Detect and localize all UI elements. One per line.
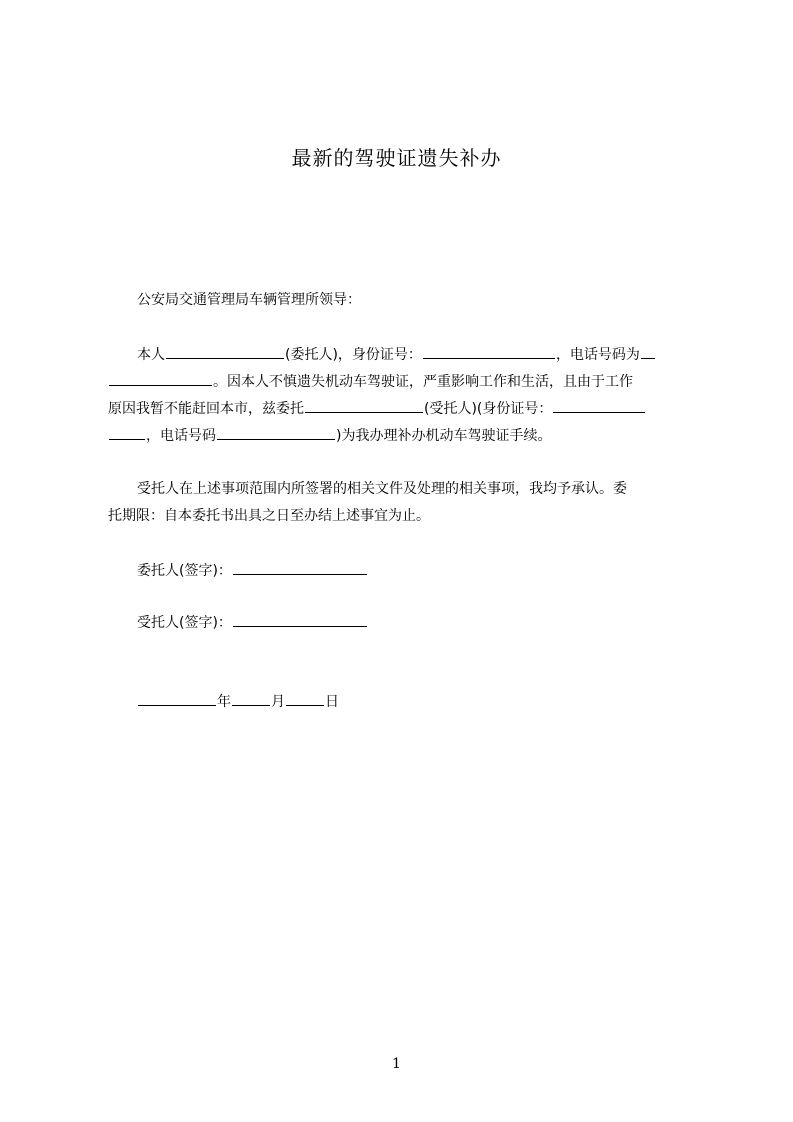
- salutation: 公安局交通管理局车辆管理所领导：: [137, 292, 361, 308]
- para1-line1: [137, 346, 656, 363]
- text-agent-phone-label: ，电话号码: [146, 428, 216, 444]
- text-entrust: 原因我暂不能赶回本市，兹委托: [108, 401, 304, 417]
- blank-agent-id-end: [109, 427, 145, 440]
- text-reason: 。因本人不慎遗失机动车驾驶证，严重影响工作和生活，且由于工作: [213, 374, 633, 390]
- para1-line3: [108, 400, 646, 417]
- blank-year: [138, 693, 216, 706]
- blank-agent-signature: [233, 614, 367, 627]
- document-title: 最新的驾驶证遗失补办: [291, 146, 502, 170]
- para1-line4: [108, 427, 551, 444]
- month-label: 月: [271, 694, 285, 710]
- blank-agent-phone: [217, 427, 335, 440]
- principal-signature: [137, 562, 368, 579]
- principal-signature-label: 委托人(签字)：: [137, 563, 232, 579]
- blank-phone-start: [641, 346, 655, 359]
- page-number: 1: [392, 1056, 401, 1072]
- text-agent-id-label: (受托人)(身份证号：: [424, 401, 553, 417]
- blank-agent-name: [305, 400, 423, 413]
- blank-principal-name: [166, 346, 284, 359]
- blank-agent-id-start: [553, 400, 645, 413]
- year-label: 年: [217, 694, 231, 710]
- agent-signature-label: 受托人(签字)：: [137, 615, 232, 631]
- text-self: 本人: [137, 347, 165, 363]
- blank-phone-end: [109, 373, 212, 386]
- blank-principal-signature: [233, 562, 367, 575]
- agent-signature: [137, 614, 368, 631]
- para1-line2: [108, 373, 633, 390]
- text-purpose: )为我办理补办机动车驾驶证手续。: [336, 428, 552, 444]
- text-phone-label: ，电话号码为: [555, 347, 640, 363]
- para2-line2: 托期限：自本委托书出具之日至办结上述事宜为止。: [108, 508, 430, 524]
- text-principal-id-label: (委托人)，身份证号：: [285, 347, 422, 363]
- blank-day: [286, 693, 324, 706]
- blank-principal-id: [423, 346, 555, 359]
- date-line: [137, 693, 339, 710]
- day-label: 日: [325, 694, 339, 710]
- para2-line1: 受托人在上述事项范围内所签署的相关文件及处理的相关事项，我均予承认。委: [137, 481, 627, 497]
- blank-month: [232, 693, 270, 706]
